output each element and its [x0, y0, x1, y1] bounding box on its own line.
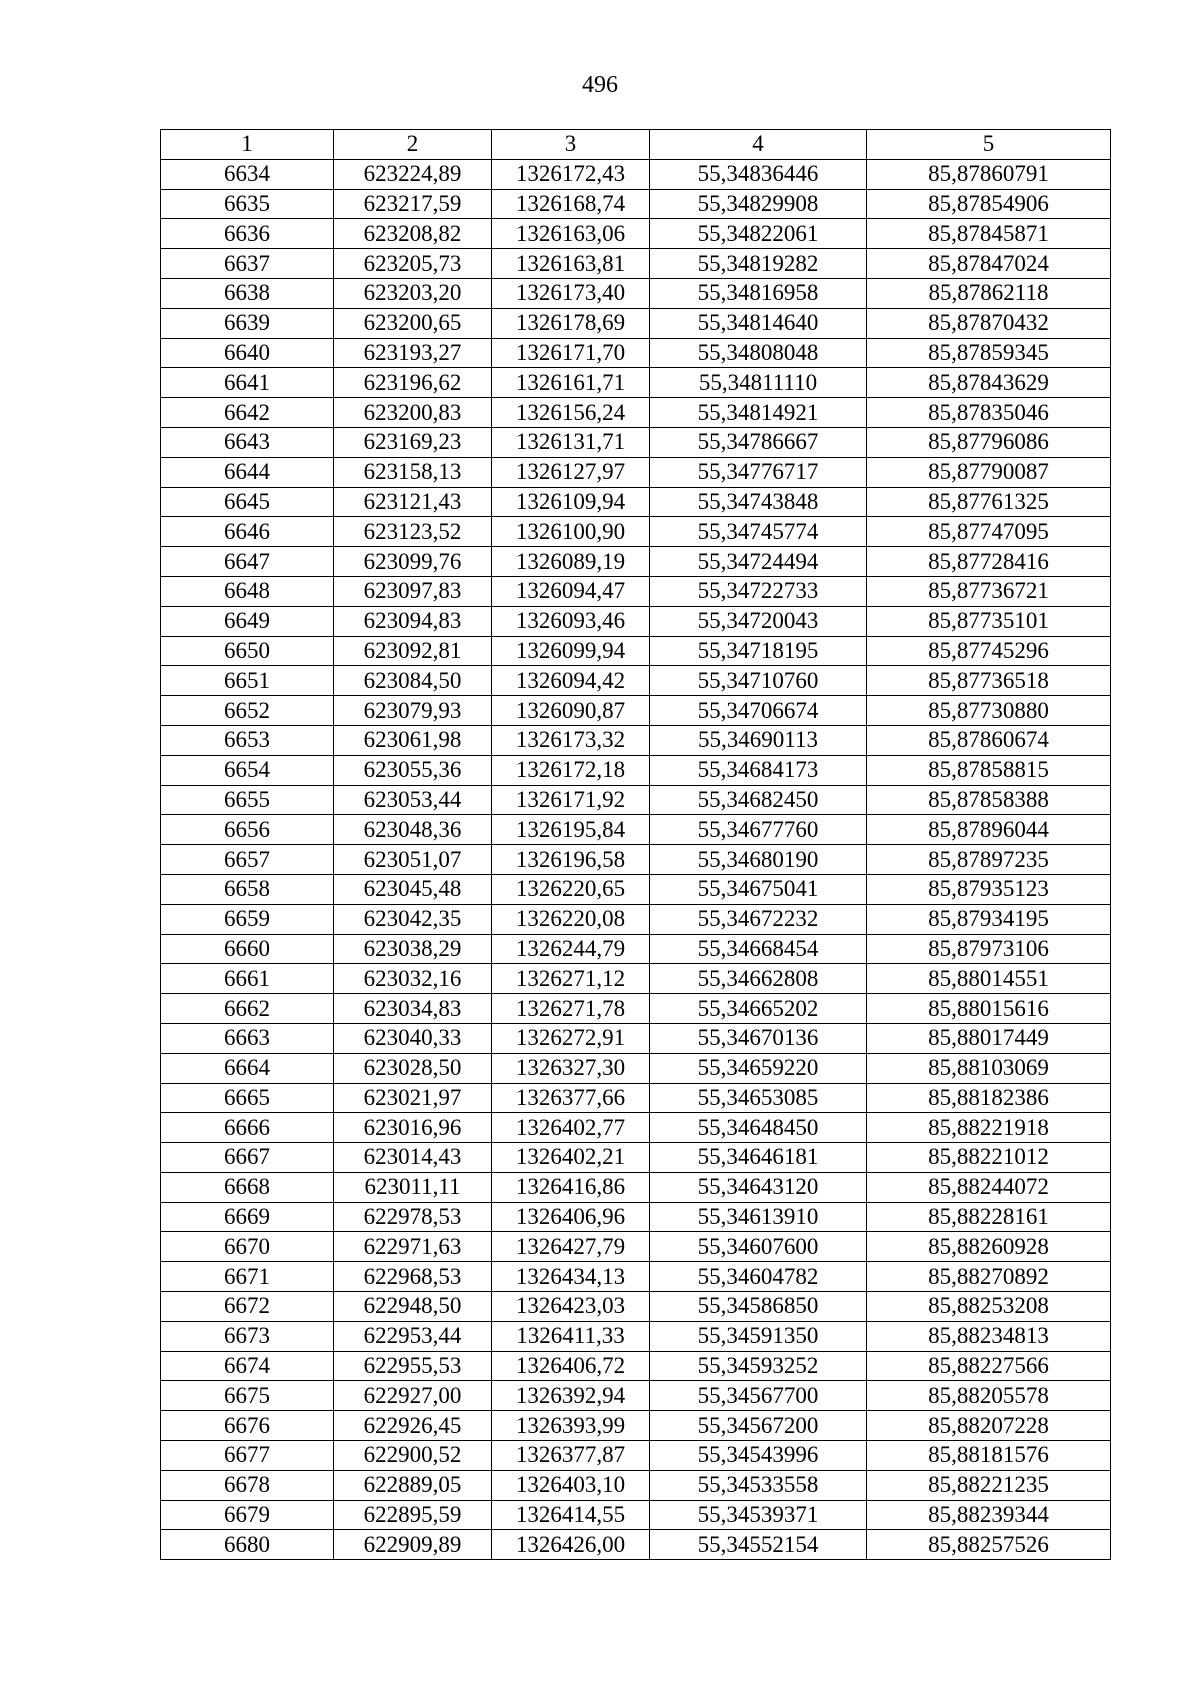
table-cell-col-1: 6658 — [161, 874, 334, 904]
table-cell-col-4: 55,34567200 — [650, 1411, 867, 1441]
table-cell-col-3: 1326406,96 — [492, 1202, 650, 1232]
table-cell-col-1: 6680 — [161, 1530, 334, 1560]
table-cell-col-1: 6654 — [161, 755, 334, 785]
table-cell-col-4: 55,34822061 — [650, 219, 867, 249]
table-cell-col-4: 55,34543996 — [650, 1441, 867, 1471]
table-cell-col-1: 6668 — [161, 1172, 334, 1202]
table-cell-col-2: 623092,81 — [334, 636, 492, 666]
table-cell-col-3: 1326171,92 — [492, 785, 650, 815]
table-row — [161, 636, 1111, 666]
table-cell-col-1: 6664 — [161, 1053, 334, 1083]
table-row — [161, 189, 1111, 219]
table-cell-col-5: 85,87935123 — [867, 874, 1111, 904]
table-cell-col-2: 623051,07 — [334, 845, 492, 875]
table-cell-col-2: 622948,50 — [334, 1292, 492, 1322]
table-cell-col-3: 1326173,40 — [492, 278, 650, 308]
table-cell-col-3: 1326163,06 — [492, 219, 650, 249]
table-cell-col-4: 55,34724494 — [650, 547, 867, 577]
table-row — [161, 1172, 1111, 1202]
table-cell-col-1: 6676 — [161, 1411, 334, 1441]
table-cell-col-2: 623016,96 — [334, 1113, 492, 1143]
table-cell-col-5: 85,88239344 — [867, 1500, 1111, 1530]
table-cell-col-4: 55,34710760 — [650, 666, 867, 696]
table-cell-col-2: 622909,89 — [334, 1530, 492, 1560]
table-cell-col-5: 85,87730880 — [867, 696, 1111, 726]
table-cell-col-3: 1326271,12 — [492, 964, 650, 994]
table-row — [161, 1321, 1111, 1351]
table-cell-col-4: 55,34690113 — [650, 725, 867, 755]
table-cell-col-1: 6678 — [161, 1470, 334, 1500]
table-cell-col-4: 55,34665202 — [650, 994, 867, 1024]
table-cell-col-1: 6677 — [161, 1441, 334, 1471]
table-cell-col-4: 55,34684173 — [650, 755, 867, 785]
table-cell-col-4: 55,34672232 — [650, 904, 867, 934]
table-cell-col-3: 1326411,33 — [492, 1321, 650, 1351]
table-cell-col-1: 6670 — [161, 1232, 334, 1262]
table-row — [161, 308, 1111, 338]
table-cell-col-4: 55,34668454 — [650, 934, 867, 964]
table-cell-col-5: 85,87845871 — [867, 219, 1111, 249]
table-cell-col-4: 55,34718195 — [650, 636, 867, 666]
table-cell-col-3: 1326093,46 — [492, 606, 650, 636]
table-cell-col-1: 6642 — [161, 398, 334, 428]
table-cell-col-5: 85,88182386 — [867, 1083, 1111, 1113]
table-cell-col-4: 55,34680190 — [650, 845, 867, 875]
table-row — [161, 1351, 1111, 1381]
table-cell-col-1: 6667 — [161, 1143, 334, 1173]
table-cell-col-2: 622955,53 — [334, 1351, 492, 1381]
table-cell-col-5: 85,87860791 — [867, 159, 1111, 189]
table-row — [161, 457, 1111, 487]
table-cell-col-2: 623045,48 — [334, 874, 492, 904]
table-cell-col-2: 623053,44 — [334, 785, 492, 815]
table-cell-col-5: 85,87973106 — [867, 934, 1111, 964]
table-cell-col-4: 55,34593252 — [650, 1351, 867, 1381]
table-cell-col-5: 85,88228161 — [867, 1202, 1111, 1232]
table-cell-col-3: 1326094,42 — [492, 666, 650, 696]
table-cell-col-3: 1326172,18 — [492, 755, 650, 785]
table-cell-col-5: 85,88103069 — [867, 1053, 1111, 1083]
column-header-5: 5 — [867, 130, 1111, 160]
table-cell-col-5: 85,88253208 — [867, 1292, 1111, 1322]
table-cell-col-2: 622978,53 — [334, 1202, 492, 1232]
table-row — [161, 427, 1111, 457]
table-cell-col-1: 6672 — [161, 1292, 334, 1322]
table-cell-col-5: 85,87835046 — [867, 398, 1111, 428]
table-cell-col-3: 1326099,94 — [492, 636, 650, 666]
table-cell-col-1: 6644 — [161, 457, 334, 487]
table-cell-col-2: 623028,50 — [334, 1053, 492, 1083]
table-row — [161, 904, 1111, 934]
table-cell-col-4: 55,34653085 — [650, 1083, 867, 1113]
table-cell-col-5: 85,87761325 — [867, 487, 1111, 517]
table-cell-col-1: 6661 — [161, 964, 334, 994]
table-row — [161, 725, 1111, 755]
table-cell-col-2: 623048,36 — [334, 815, 492, 845]
table-row — [161, 219, 1111, 249]
table-cell-col-1: 6640 — [161, 338, 334, 368]
page-number: 496 — [582, 72, 618, 98]
table-row — [161, 278, 1111, 308]
table-cell-col-3: 1326434,13 — [492, 1262, 650, 1292]
table-row — [161, 338, 1111, 368]
table-row — [161, 1381, 1111, 1411]
table-cell-col-3: 1326427,79 — [492, 1232, 650, 1262]
table-cell-col-5: 85,87859345 — [867, 338, 1111, 368]
header-row — [161, 130, 1111, 160]
table-cell-col-4: 55,34677760 — [650, 815, 867, 845]
table-cell-col-4: 55,34567700 — [650, 1381, 867, 1411]
table-cell-col-5: 85,88234813 — [867, 1321, 1111, 1351]
table-cell-col-5: 85,87934195 — [867, 904, 1111, 934]
table-cell-col-5: 85,88017449 — [867, 1023, 1111, 1053]
table-cell-col-4: 55,34816958 — [650, 278, 867, 308]
table-cell-col-1: 6673 — [161, 1321, 334, 1351]
table-cell-col-3: 1326406,72 — [492, 1351, 650, 1381]
table-row — [161, 666, 1111, 696]
table-cell-col-2: 622926,45 — [334, 1411, 492, 1441]
table-cell-col-2: 623021,97 — [334, 1083, 492, 1113]
table-cell-col-2: 623040,33 — [334, 1023, 492, 1053]
table-cell-col-2: 623193,27 — [334, 338, 492, 368]
table-cell-col-2: 622900,52 — [334, 1441, 492, 1471]
table-cell-col-5: 85,87736721 — [867, 576, 1111, 606]
table-cell-col-3: 1326327,30 — [492, 1053, 650, 1083]
table-cell-col-4: 55,34743848 — [650, 487, 867, 517]
table-cell-col-5: 85,88227566 — [867, 1351, 1111, 1381]
coordinates-table — [160, 129, 1111, 1560]
table-cell-col-4: 55,34808048 — [650, 338, 867, 368]
table-cell-col-2: 623217,59 — [334, 189, 492, 219]
table-cell-col-4: 55,34539371 — [650, 1500, 867, 1530]
table-cell-col-4: 55,34675041 — [650, 874, 867, 904]
table-cell-col-4: 55,34811110 — [650, 368, 867, 398]
table-cell-col-2: 623061,98 — [334, 725, 492, 755]
table-row — [161, 1530, 1111, 1560]
table-cell-col-5: 85,87796086 — [867, 427, 1111, 457]
table-row — [161, 606, 1111, 636]
table-cell-col-2: 623208,82 — [334, 219, 492, 249]
table-cell-col-1: 6649 — [161, 606, 334, 636]
table-cell-col-2: 622953,44 — [334, 1321, 492, 1351]
table-cell-col-5: 85,87728416 — [867, 547, 1111, 577]
table-cell-col-2: 623205,73 — [334, 249, 492, 279]
table-cell-col-4: 55,34814640 — [650, 308, 867, 338]
table-cell-col-1: 6641 — [161, 368, 334, 398]
table-cell-col-1: 6635 — [161, 189, 334, 219]
table-cell-col-5: 85,87854906 — [867, 189, 1111, 219]
table-cell-col-4: 55,34786667 — [650, 427, 867, 457]
table-cell-col-2: 622895,59 — [334, 1500, 492, 1530]
table-cell-col-3: 1326178,69 — [492, 308, 650, 338]
table-cell-col-5: 85,88014551 — [867, 964, 1111, 994]
table-cell-col-5: 85,87897235 — [867, 845, 1111, 875]
table-cell-col-2: 623055,36 — [334, 755, 492, 785]
table-cell-col-3: 1326094,47 — [492, 576, 650, 606]
table-cell-col-1: 6636 — [161, 219, 334, 249]
table-cell-col-1: 6638 — [161, 278, 334, 308]
table-row — [161, 1262, 1111, 1292]
table-cell-col-3: 1326195,84 — [492, 815, 650, 845]
table-cell-col-3: 1326220,65 — [492, 874, 650, 904]
table-row — [161, 1232, 1111, 1262]
table-cell-col-2: 622968,53 — [334, 1262, 492, 1292]
table-cell-col-2: 623200,83 — [334, 398, 492, 428]
table-cell-col-3: 1326090,87 — [492, 696, 650, 726]
table-cell-col-1: 6679 — [161, 1500, 334, 1530]
table-cell-col-5: 85,87747095 — [867, 517, 1111, 547]
table-cell-col-3: 1326416,86 — [492, 1172, 650, 1202]
table-cell-col-4: 55,34819282 — [650, 249, 867, 279]
table-cell-col-5: 85,88221012 — [867, 1143, 1111, 1173]
table-cell-col-1: 6665 — [161, 1083, 334, 1113]
table-cell-col-3: 1326161,71 — [492, 368, 650, 398]
table-cell-col-3: 1326272,91 — [492, 1023, 650, 1053]
table-cell-col-5: 85,87790087 — [867, 457, 1111, 487]
table-row — [161, 755, 1111, 785]
table-cell-col-2: 623158,13 — [334, 457, 492, 487]
table-row — [161, 964, 1111, 994]
column-header-2: 2 — [334, 130, 492, 160]
table-cell-col-1: 6666 — [161, 1113, 334, 1143]
table-cell-col-5: 85,88257526 — [867, 1530, 1111, 1560]
table-cell-col-4: 55,34533558 — [650, 1470, 867, 1500]
table-cell-col-3: 1326109,94 — [492, 487, 650, 517]
table-cell-col-5: 85,88205578 — [867, 1381, 1111, 1411]
table-cell-col-3: 1326196,58 — [492, 845, 650, 875]
table-cell-col-5: 85,88221918 — [867, 1113, 1111, 1143]
table-row — [161, 1143, 1111, 1173]
table-cell-col-3: 1326414,55 — [492, 1500, 650, 1530]
table-cell-col-2: 623079,93 — [334, 696, 492, 726]
table-cell-col-2: 623042,35 — [334, 904, 492, 934]
table-cell-col-4: 55,34745774 — [650, 517, 867, 547]
table-cell-col-3: 1326156,24 — [492, 398, 650, 428]
table-cell-col-5: 85,87860674 — [867, 725, 1111, 755]
table-cell-col-3: 1326171,70 — [492, 338, 650, 368]
table-cell-col-2: 623121,43 — [334, 487, 492, 517]
table-cell-col-5: 85,88270892 — [867, 1262, 1111, 1292]
table-cell-col-2: 622971,63 — [334, 1232, 492, 1262]
table-cell-col-5: 85,87843629 — [867, 368, 1111, 398]
table-cell-col-4: 55,34682450 — [650, 785, 867, 815]
table-cell-col-1: 6669 — [161, 1202, 334, 1232]
table-cell-col-2: 623014,43 — [334, 1143, 492, 1173]
table-row — [161, 1083, 1111, 1113]
table-cell-col-3: 1326393,99 — [492, 1411, 650, 1441]
table-cell-col-4: 55,34607600 — [650, 1232, 867, 1262]
table-cell-col-1: 6656 — [161, 815, 334, 845]
table-cell-col-2: 623200,65 — [334, 308, 492, 338]
table-cell-col-4: 55,34552154 — [650, 1530, 867, 1560]
table-cell-col-2: 623011,11 — [334, 1172, 492, 1202]
table-cell-col-1: 6663 — [161, 1023, 334, 1053]
table-cell-col-2: 623097,83 — [334, 576, 492, 606]
table-cell-col-4: 55,34662808 — [650, 964, 867, 994]
table-cell-col-5: 85,87735101 — [867, 606, 1111, 636]
table-row — [161, 487, 1111, 517]
table-cell-col-1: 6646 — [161, 517, 334, 547]
table-row — [161, 845, 1111, 875]
table-cell-col-4: 55,34836446 — [650, 159, 867, 189]
table-cell-col-1: 6674 — [161, 1351, 334, 1381]
table-cell-col-5: 85,87858388 — [867, 785, 1111, 815]
table-row — [161, 368, 1111, 398]
table-cell-col-1: 6659 — [161, 904, 334, 934]
table-cell-col-1: 6662 — [161, 994, 334, 1024]
table-row — [161, 994, 1111, 1024]
table-cell-col-5: 85,87736518 — [867, 666, 1111, 696]
table-cell-col-2: 623034,83 — [334, 994, 492, 1024]
table-cell-col-3: 1326220,08 — [492, 904, 650, 934]
table-cell-col-5: 85,87862118 — [867, 278, 1111, 308]
table-cell-col-3: 1326244,79 — [492, 934, 650, 964]
table-cell-col-4: 55,34648450 — [650, 1113, 867, 1143]
table-cell-col-3: 1326402,21 — [492, 1143, 650, 1173]
table-cell-col-4: 55,34720043 — [650, 606, 867, 636]
table-cell-col-1: 6647 — [161, 547, 334, 577]
table-cell-col-3: 1326426,00 — [492, 1530, 650, 1560]
table-row — [161, 1500, 1111, 1530]
table-cell-col-4: 55,34776717 — [650, 457, 867, 487]
table-row — [161, 159, 1111, 189]
table-row — [161, 1411, 1111, 1441]
table-cell-col-3: 1326392,94 — [492, 1381, 650, 1411]
table-cell-col-1: 6643 — [161, 427, 334, 457]
table-cell-col-4: 55,34586850 — [650, 1292, 867, 1322]
table-row — [161, 398, 1111, 428]
table-cell-col-4: 55,34646181 — [650, 1143, 867, 1173]
table-cell-col-4: 55,34706674 — [650, 696, 867, 726]
table-row — [161, 576, 1111, 606]
column-header-4: 4 — [650, 130, 867, 160]
table-cell-col-4: 55,34613910 — [650, 1202, 867, 1232]
table-cell-col-1: 6655 — [161, 785, 334, 815]
table-cell-col-5: 85,88221235 — [867, 1470, 1111, 1500]
table-cell-col-1: 6650 — [161, 636, 334, 666]
table-cell-col-3: 1326131,71 — [492, 427, 650, 457]
table-header — [161, 130, 1111, 160]
table-cell-col-3: 1326127,97 — [492, 457, 650, 487]
table-row — [161, 1441, 1111, 1471]
table-row — [161, 815, 1111, 845]
table-cell-col-2: 623123,52 — [334, 517, 492, 547]
column-header-1: 1 — [161, 130, 334, 160]
table-row — [161, 1202, 1111, 1232]
table-cell-col-5: 85,87870432 — [867, 308, 1111, 338]
table-row — [161, 547, 1111, 577]
table-cell-col-1: 6639 — [161, 308, 334, 338]
table-cell-col-4: 55,34591350 — [650, 1321, 867, 1351]
table-cell-col-2: 623084,50 — [334, 666, 492, 696]
table-cell-col-1: 6675 — [161, 1381, 334, 1411]
table-cell-col-4: 55,34829908 — [650, 189, 867, 219]
table-cell-col-4: 55,34643120 — [650, 1172, 867, 1202]
table-cell-col-5: 85,87847024 — [867, 249, 1111, 279]
table-cell-col-3: 1326173,32 — [492, 725, 650, 755]
table-cell-col-2: 622927,00 — [334, 1381, 492, 1411]
table-cell-col-3: 1326168,74 — [492, 189, 650, 219]
table-cell-col-5: 85,88244072 — [867, 1172, 1111, 1202]
table-cell-col-5: 85,88181576 — [867, 1441, 1111, 1471]
table-cell-col-5: 85,88207228 — [867, 1411, 1111, 1441]
table-body — [161, 159, 1111, 1559]
table-cell-col-5: 85,87858815 — [867, 755, 1111, 785]
table-cell-col-5: 85,87896044 — [867, 815, 1111, 845]
table-cell-col-2: 623169,23 — [334, 427, 492, 457]
table-cell-col-3: 1326172,43 — [492, 159, 650, 189]
table-cell-col-2: 623038,29 — [334, 934, 492, 964]
table-row — [161, 1053, 1111, 1083]
table-cell-col-1: 6653 — [161, 725, 334, 755]
table-row — [161, 1023, 1111, 1053]
table-row — [161, 696, 1111, 726]
table-cell-col-3: 1326377,66 — [492, 1083, 650, 1113]
table-cell-col-2: 622889,05 — [334, 1470, 492, 1500]
table-cell-col-3: 1326163,81 — [492, 249, 650, 279]
table-cell-col-3: 1326089,19 — [492, 547, 650, 577]
table-cell-col-5: 85,87745296 — [867, 636, 1111, 666]
table-cell-col-2: 623032,16 — [334, 964, 492, 994]
table-cell-col-3: 1326423,03 — [492, 1292, 650, 1322]
table-row — [161, 785, 1111, 815]
table-cell-col-2: 623094,83 — [334, 606, 492, 636]
table-row — [161, 249, 1111, 279]
table-cell-col-1: 6652 — [161, 696, 334, 726]
table-cell-col-1: 6660 — [161, 934, 334, 964]
table-cell-col-4: 55,34670136 — [650, 1023, 867, 1053]
table-row — [161, 517, 1111, 547]
table-cell-col-1: 6651 — [161, 666, 334, 696]
table-cell-col-4: 55,34604782 — [650, 1262, 867, 1292]
table-row — [161, 1470, 1111, 1500]
table-cell-col-1: 6637 — [161, 249, 334, 279]
table-row — [161, 934, 1111, 964]
table-cell-col-3: 1326403,10 — [492, 1470, 650, 1500]
table-cell-col-1: 6648 — [161, 576, 334, 606]
table-cell-col-2: 623203,20 — [334, 278, 492, 308]
column-header-3: 3 — [492, 130, 650, 160]
table-cell-col-2: 623099,76 — [334, 547, 492, 577]
table-row — [161, 1292, 1111, 1322]
table-cell-col-1: 6657 — [161, 845, 334, 875]
table-cell-col-1: 6645 — [161, 487, 334, 517]
table-cell-col-4: 55,34722733 — [650, 576, 867, 606]
table-row — [161, 1113, 1111, 1143]
table-cell-col-3: 1326377,87 — [492, 1441, 650, 1471]
table-cell-col-4: 55,34659220 — [650, 1053, 867, 1083]
table-cell-col-2: 623196,62 — [334, 368, 492, 398]
table-cell-col-3: 1326271,78 — [492, 994, 650, 1024]
table-cell-col-3: 1326402,77 — [492, 1113, 650, 1143]
table-cell-col-3: 1326100,90 — [492, 517, 650, 547]
table-cell-col-2: 623224,89 — [334, 159, 492, 189]
table-cell-col-5: 85,88015616 — [867, 994, 1111, 1024]
table-cell-col-1: 6671 — [161, 1262, 334, 1292]
table-cell-col-4: 55,34814921 — [650, 398, 867, 428]
table-row — [161, 874, 1111, 904]
table-cell-col-5: 85,88260928 — [867, 1232, 1111, 1262]
table-cell-col-1: 6634 — [161, 159, 334, 189]
